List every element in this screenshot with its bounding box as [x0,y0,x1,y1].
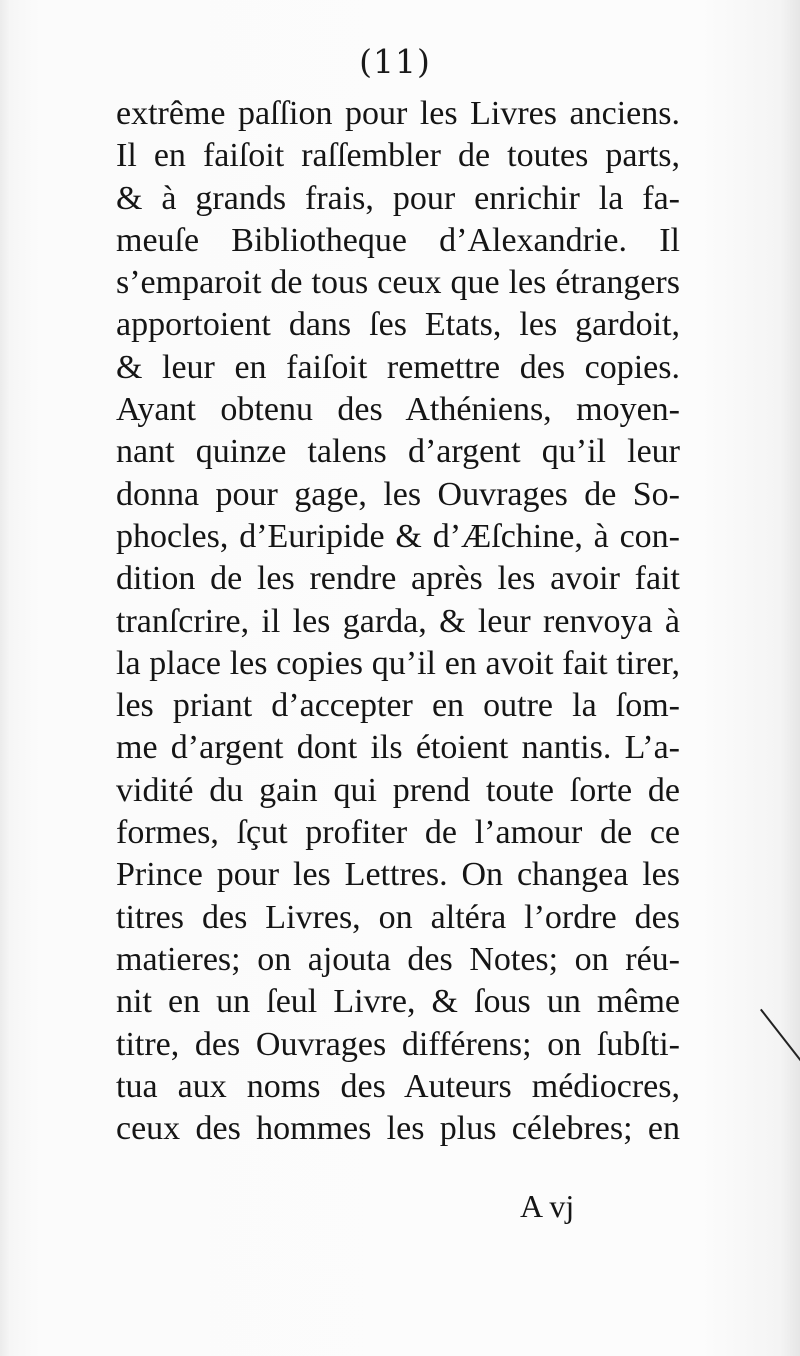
text-line: Ayant obtenu des Athéniens, moyen- [116,391,680,429]
text-line: & à grands frais, pour enrichir la fa- [116,179,680,217]
text-line: tranſcrire, il les garda, & leur renvoya à [116,602,680,640]
text-line: donna pour gage, les Ouvrages de So- [116,475,680,513]
page-crease-mark [760,1009,800,1065]
text-line: Il en faiſoit raſſembler de toutes parts, [116,137,680,175]
text-line: titres des Livres, on altéra l’ordre des [116,898,680,936]
text-line: les priant d’accepter en outre la ſom- [116,687,680,725]
text-line: la place les copies qu’il en avoit fait tirer, [116,644,680,682]
text-line: apportoient dans ſes Etats, les gardoit, [116,306,680,344]
catchword-signature: A vj [520,1188,575,1224]
text-line: nit en un ſeul Livre, & ſous un même [116,983,680,1021]
text-line: vidité du gain qui prend toute ſorte de [116,771,680,809]
text-line: dition de les rendre après les avoir fait [116,560,680,598]
text-line: ceux des hommes les plus célebres; en [116,1110,680,1148]
body-text [116,93,680,1150]
text-line: tua aux noms des Auteurs médiocres, [116,1067,680,1105]
text-line: Prince pour les Lettres. On changea les [116,856,680,894]
text-line: formes, ſçut profiter de l’amour de ce [116,814,680,852]
text-line: phocles, d’Euripide & d’Æſchine, à con- [116,517,680,555]
text-line: me d’argent dont ils étoient nantis. L’a- [116,729,680,767]
text-line: matieres; on ajouta des Notes; on réu- [116,940,680,978]
text-line: titre, des Ouvrages différens; on ſubſti- [116,1025,680,1063]
text-line: extrême paſſion pour les Livres anciens. [116,95,680,132]
text-line: & leur en faiſoit remettre des copies. [116,348,680,386]
text-line: meuſe Bibliotheque d’Alexandrie. Il [116,221,680,259]
page-number: (11) [359,42,431,81]
text-line: s’emparoit de tous ceux que les étrangers [116,264,680,302]
text-line: nant quinze talens d’argent qu’il leur [116,433,680,471]
